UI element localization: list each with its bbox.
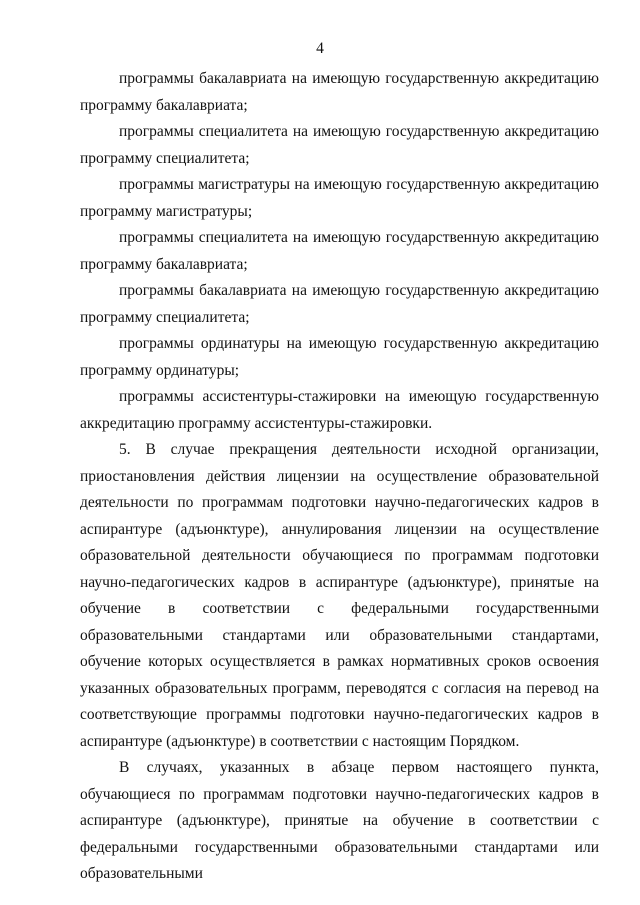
- paragraph-specialist-to-specialist: программы специалитета на имеющую государственную аккредитацию программу специалитета;: [80, 123, 599, 167]
- paragraph-bachelor-to-specialist: программы бакалавриата на имеющую государственную аккредитацию программу специалитета;: [80, 282, 599, 326]
- paragraph-assistantship-to-assistantship: программы ассистентуры-стажировки на имеющую государственную аккредитацию программу ассистентуры-стажировки.: [80, 388, 599, 432]
- page-number: 4: [316, 40, 324, 57]
- document-body: [80, 66, 599, 888]
- paragraph-master-to-master: программы магистратуры на имеющую государственную аккредитацию программу магистратуры;: [80, 176, 599, 220]
- paragraph-specialist-to-bachelor: программы специалитета на имеющую государственную аккредитацию программу бакалавриата;: [80, 229, 599, 273]
- paragraph-residency-to-residency: программы ординатуры на имеющую государственную аккредитацию программу ординатуры;: [80, 335, 599, 379]
- paragraph-bachelor-to-bachelor: программы бакалавриата на имеющую государственную аккредитацию программу бакалавриата;: [80, 70, 599, 114]
- paragraph-cases-indicated: В случаях, указанных в абзаце первом настоящего пункта, обучающиеся по программам подготовки научно-педагогических кадров в аспирантуре (адъюнктуре), принятые на обучение в соответствии с федеральными государственными образовательными стандартами или образовательными: [80, 759, 599, 882]
- paragraph-section-5: 5. В случае прекращения деятельности исходной организации, приостановления действия лицензии на осуществление образовательной деятельности по программам подготовки научно-педагогических кадров в аспирантуре (адъюнктуре), аннулирования лицензии на осуществление образовательной деятельности обучающиеся по программам подготовки научно-педагогических кадров в аспирантуре (адъюнктуре), принятые на обучение в соответствии с федеральными государственными образовательными стандартами или образовательными стандартами, обучение которых осуществляется в рамках нормативных сроков освоения указанных образовательных программ, переводятся с согласия на перевод на соответствующие программы подготовки научно-педагогических кадров в аспирантуре (адъюнктуре) в соответствии с настоящим Порядком.: [80, 441, 599, 750]
